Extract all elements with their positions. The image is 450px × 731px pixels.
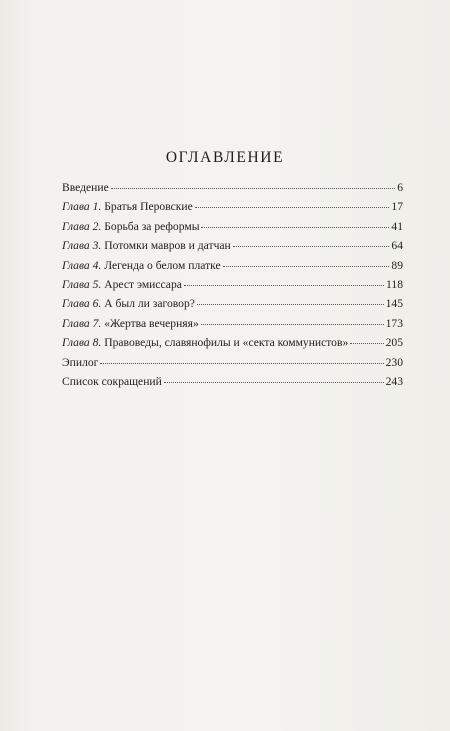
dot-leader bbox=[197, 303, 384, 305]
dot-leader bbox=[184, 284, 384, 286]
page-number: 6 bbox=[397, 181, 403, 194]
page-number: 205 bbox=[385, 336, 403, 350]
entry-title: Правоведы, славянофилы и «секта коммунистов» bbox=[104, 336, 349, 350]
toc-entry bbox=[62, 239, 403, 258]
entry-title: Список сокращений bbox=[62, 374, 162, 388]
toc-entry bbox=[62, 356, 403, 375]
entry-title: Братья Перовские bbox=[104, 200, 193, 214]
dot-leader bbox=[233, 245, 390, 247]
chapter-label: Глава 6. bbox=[62, 297, 102, 311]
entry-title: Потомки мавров и датчан bbox=[104, 239, 231, 253]
dot-leader bbox=[164, 381, 384, 383]
dot-leader bbox=[350, 342, 383, 344]
dot-leader bbox=[223, 265, 390, 267]
chapter-label: Глава 3. bbox=[62, 239, 102, 253]
toc-entry bbox=[62, 181, 403, 200]
toc-entry bbox=[62, 278, 403, 297]
page-number: 118 bbox=[386, 277, 403, 291]
dot-leader bbox=[201, 226, 389, 228]
entry-title: Эпилог bbox=[62, 355, 99, 369]
toc-entry bbox=[62, 220, 403, 239]
toc-entry bbox=[62, 336, 403, 355]
dot-leader bbox=[195, 206, 390, 208]
toc-entry bbox=[62, 200, 403, 219]
toc-heading: ОГЛАВЛЕНИЕ bbox=[165, 149, 285, 166]
page-number: 89 bbox=[391, 258, 403, 272]
page-number: 64 bbox=[391, 239, 403, 253]
dot-leader bbox=[111, 187, 395, 189]
toc-entry bbox=[62, 259, 403, 278]
chapter-label: Глава 8. bbox=[62, 336, 102, 350]
chapter-label: Глава 4. bbox=[62, 258, 102, 272]
toc-entry bbox=[62, 375, 403, 394]
chapter-label: Глава 1. bbox=[62, 200, 102, 214]
page-number: 230 bbox=[385, 355, 403, 369]
chapter-label: Глава 5. bbox=[62, 277, 102, 291]
chapter-label: Глава 2. bbox=[62, 219, 102, 233]
page-number: 173 bbox=[385, 316, 403, 330]
entry-title: Арест эмиссара bbox=[104, 277, 182, 291]
dot-leader bbox=[100, 362, 383, 364]
page-number: 145 bbox=[385, 297, 403, 311]
chapter-label: Глава 7. bbox=[62, 316, 102, 330]
entry-title: Борьба за реформы bbox=[104, 219, 200, 233]
toc-entry bbox=[62, 297, 403, 316]
page-number: 17 bbox=[391, 200, 403, 214]
toc-entry bbox=[62, 317, 403, 336]
toc-list bbox=[62, 181, 403, 394]
page-number: 41 bbox=[391, 219, 403, 233]
entry-title: «Жертва вечерняя» bbox=[104, 316, 199, 330]
entry-title: Легенда о белом платке bbox=[104, 258, 221, 272]
dot-leader bbox=[201, 323, 384, 325]
entry-title: Введение bbox=[62, 181, 109, 194]
page-number: 243 bbox=[385, 374, 403, 388]
entry-title: А был ли заговор? bbox=[104, 297, 195, 311]
